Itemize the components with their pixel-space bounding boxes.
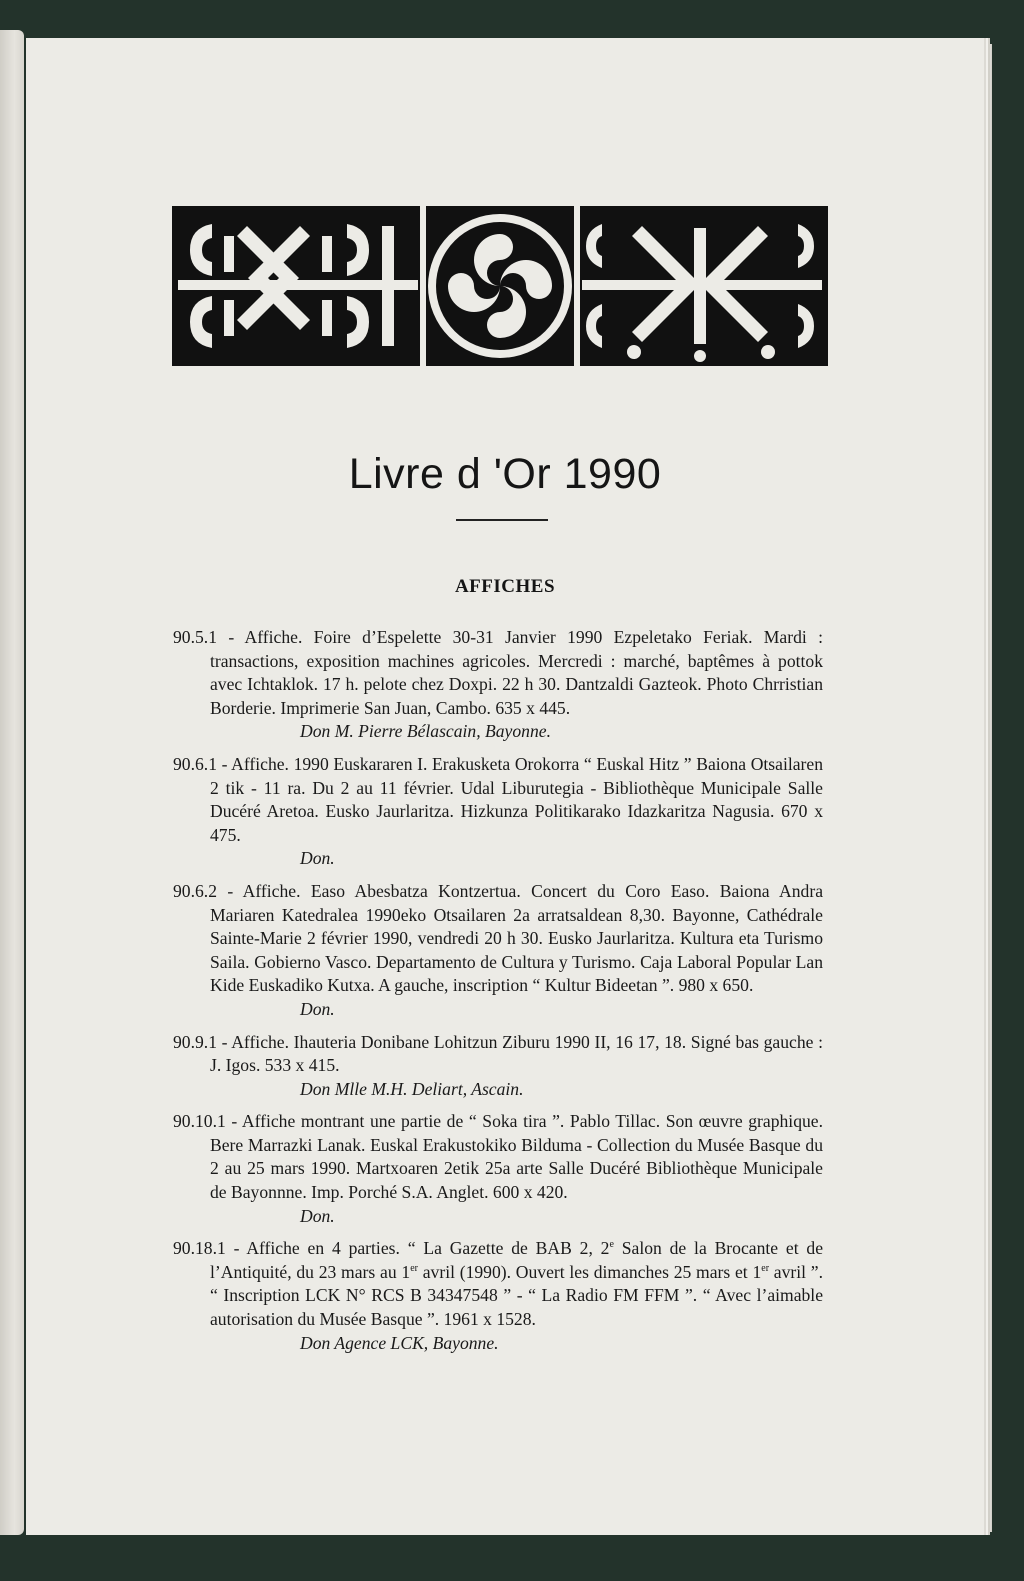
entry-ref: 90.6.1 (173, 753, 217, 774)
entry-body (173, 880, 823, 998)
catalog-entries (173, 626, 823, 1364)
superscript: er (761, 1262, 770, 1274)
entry-donor: Don Mlle M.H. Deliart, Ascain. (300, 1078, 524, 1099)
catalog-entry (173, 753, 823, 871)
catalog-entry (173, 1110, 823, 1228)
entry-body (173, 1237, 824, 1331)
entry-text: - Affiche. 1990 Euskararen I. Erakusketa Orokorra “ Euskal Hitz ” Baiona Otsailaren 2 tik - 11 ra. Du 2 au 11 février. Udal Liburutegia - Bibliothèque Municipale Salle Ducéré Aretoa. Eusko Jaurlaritza. Hizkunza Politikarako Idazkaritza Nagusia. 670 x 475. (210, 753, 823, 845)
entry-donor: Don. (300, 1205, 335, 1226)
previous-page-edge (0, 30, 24, 1535)
superscript: e (609, 1239, 614, 1251)
superscript: er (410, 1262, 418, 1274)
page-stack-edge (984, 44, 992, 1532)
catalog-entry (173, 626, 823, 744)
entry-body (173, 626, 824, 720)
entry-text: - Affiche. Ihauteria Donibane Lohitzun Ziburu 1990 II, 16 17, 18. Signé bas gauche : J. Igos. 533 x 415. (210, 1031, 823, 1076)
entry-text: - Affiche montrant une partie de “ Soka tira ”. Pablo Tillac. Son œuvre graphique. Bere Marrazki Lanak. Euskal Erakustokiko Bilduma - Collection du Musée Basque du 2 au 25 mars 1990. Martxoaren 2etik 25a arte Salle Ducéré Bibliothèque Municipale de Bayonnne. Imp. Porché S.A. Anglet. 600 x 420. (210, 1111, 823, 1203)
catalog-entry (173, 880, 823, 1022)
entry-body (173, 1031, 823, 1078)
entry-text-part: Salon de la Brocante et de l’Antiquité, du 23 mars au 1 (210, 1238, 824, 1282)
entry-ref: 90.9.1 (173, 1031, 217, 1052)
banner-ornament (172, 206, 828, 366)
entry-body (173, 1110, 823, 1204)
basque-lauburu-frieze-icon (172, 206, 828, 366)
entry-text: - Affiche. Foire d’Espelette 30-31 Janvier 1990 Ezpeletako Feriak. Mardi : transactions, exposition machines agricoles. Mercredi : marché, baptêmes à pottok avec Ichtaklok. 17 h. pelote chez Doxpi. 22 h 30. Dantzaldi Gazteok. Photo Chrristian Borderie. Imprimerie San Juan, Cambo. 635 x 445. (210, 627, 824, 718)
catalog-entry (173, 1031, 823, 1102)
entry-text-part: avril ”. “ Inscription LCK N° RCS B 34347548 ” - “ La Radio FM FFM ”. “ Avec l’aimable autorisation du Musée Basque ”. 1961 x 1528. (210, 1261, 823, 1330)
title-underline (456, 519, 548, 521)
entry-donor: Don. (300, 848, 335, 869)
entry-text-part: - Affiche en 4 parties. “ La Gazette de BAB 2, 2 (233, 1238, 610, 1259)
entry-ref: 90.5.1 (173, 627, 217, 647)
entry-donor: Don. (300, 998, 335, 1019)
catalog-entry (173, 1237, 823, 1355)
section-heading: AFFICHES (454, 576, 556, 597)
document-page (26, 38, 984, 1535)
entry-donor: Don M. Pierre Bélascain, Bayonne. (300, 721, 551, 742)
entry-text-part: avril (1990). Ouvert les dimanches 25 mars et 1 (417, 1261, 762, 1282)
page-title: Livre d 'Or 1990 (348, 450, 662, 498)
entry-body (173, 753, 823, 847)
entry-ref: 90.10.1 (173, 1111, 226, 1132)
entry-ref: 90.6.2 (173, 880, 217, 901)
entry-donor: Don Agence LCK, Bayonne. (300, 1332, 499, 1353)
entry-ref: 90.18.1 (173, 1238, 226, 1259)
entry-text: - Affiche. Easo Abesbatza Kontzertua. Concert du Coro Easo. Baiona Andra Mariaren Katedralea 1990eko Otsailaren 2a arratsaldean 8,30. Bayonne, Cathédrale Sainte-Marie 2 février 1990, vendredi 20 h 30. Eusko Jaurlaritza. Kultura eta Turismo Saila. Gobierno Vasco. Departamento de Cultura y Turismo. Caja Laboral Popular Lan Kide Euskadiko Kutxa. A gauche, inscription “ Kultur Bideetan ”. 980 x 650. (210, 880, 823, 996)
